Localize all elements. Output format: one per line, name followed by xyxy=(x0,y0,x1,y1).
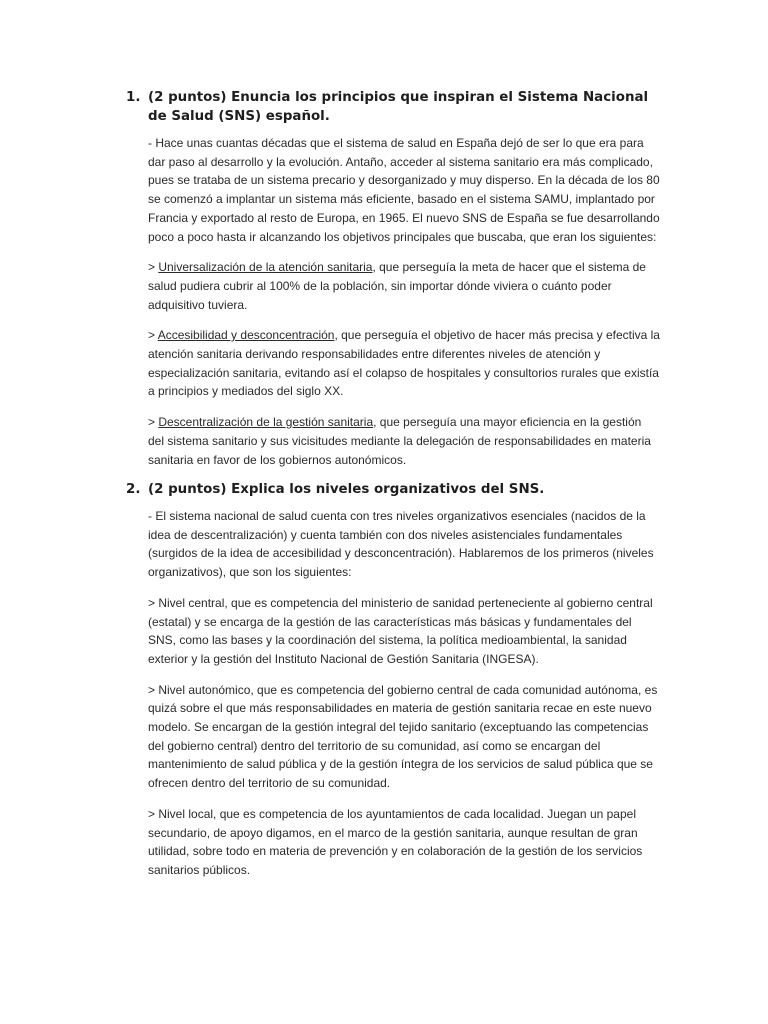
principle-item-accessibility xyxy=(148,326,660,401)
item-term: Accesibilidad y desconcentración xyxy=(157,328,335,343)
item-term: Descentralización de la gestión sanitaria xyxy=(158,415,374,430)
question-number: 2. xyxy=(126,482,141,497)
intro-paragraph: - El sistema nacional de salud cuenta con tres niveles organizativos esenciales (nacidos de la idea de descentralización) y cuenta también con dos niveles asistenciales fundamentales (surgidos de la idea de accesibilidad y desconcentración). Hablaremos de los primeros (niveles organizativos), que son los siguientes: xyxy=(148,509,654,580)
item-prefix: > xyxy=(148,415,159,430)
item-prefix: > xyxy=(148,328,158,343)
level-item-local: > Nivel local, que es competencia de los ayuntamientos de cada localidad. Juegan un papel secundario, de apoyo digamos, en el marco de la gestión sanitaria, aunque resultan de gran utilidad, sobre todo en materia de prevención y en colaboración de la gestión de los servicios sanitarios públicos. xyxy=(148,806,643,877)
principle-item-decentralization xyxy=(148,413,660,469)
item-term: Universalización de la atención sanitaria xyxy=(158,260,373,275)
question-1 xyxy=(0,88,768,481)
question-2 xyxy=(0,480,768,892)
question-heading xyxy=(0,480,768,499)
item-prefix: > xyxy=(148,260,159,275)
level-item-autonomous: > Nivel autonómico, que es competencia del gobierno central de cada comunidad autónoma, es quizá sobre el que más responsabilidades en materia de gestión sanitaria recae en este nuevo modelo. Se encargan de la gestión integral del tejido sanitario (exceptuando las competencias del gobierno central) dentro del territorio de su comunidad, así como se encargan del mantenimiento de salud pública y de la gestión íntegra de los servicios de salud pública que se ofrecen dentro del territorio de su comunidad. xyxy=(148,682,658,791)
question-title: (2 puntos) Explica los niveles organizativos del SNS. xyxy=(148,482,545,497)
intro-paragraph: - Hace unas cuantas décadas que el sistema de salud en España dejó de ser lo que era para dar paso al desarrollo y la evolución. Antaño, acceder al sistema sanitario era más complicado, pues se trataba de un sistema precario y desorganizado y muy disperso. En la década de los 80 se comenzó a implantar un sistema más eficiente, basado en el sistema SAMU, implantado por Francia y exportado al resto de Europa, en 1965. El nuevo SNS de España se fue desarrollando poco a poco hasta ir alcanzando los objetivos principales que buscaba, que eran los siguientes: xyxy=(148,136,660,244)
question-title: (2 puntos) Enuncia los principios que inspiran el Sistema Nacional de Salud (SNS) español. xyxy=(148,90,649,124)
principle-item-universalization xyxy=(148,258,660,314)
item-text: , que perseguía la meta de hacer que el sistema de salud pudiera cubrir al 100% de la población, sin importar dónde viviera o cuánto poder adquisitivo tuviera. xyxy=(148,260,646,312)
item-text: , que perseguía una mayor eficiencia en la gestión del sistema sanitario y sus vicisitudes mediante la delegación de responsabilidades en materia sanitaria en favor de los gobiernos autonómicos. xyxy=(148,415,651,467)
question-number: 1. xyxy=(126,90,141,105)
item-text: , que perseguía el objetivo de hacer más precisa y efectiva la atención sanitaria derivando responsabilidades entre diferentes niveles de atención y especialización sanitaria, evitando así el colapso de hospitales y consultorios rurales que existía a principios y mediados del siglo XX. xyxy=(148,328,660,399)
level-item-central: > Nivel central, que es competencia del ministerio de sanidad perteneciente al gobierno central (estatal) y se encarga de la gestión de las características más básicas y fundamentales del SNS, como las bases y la coordinación del sistema, la política medioambiental, la sanidad exterior y la gestión del Instituto Nacional de Gestión Sanitaria (INGESA). xyxy=(148,595,653,666)
question-heading xyxy=(0,88,768,126)
